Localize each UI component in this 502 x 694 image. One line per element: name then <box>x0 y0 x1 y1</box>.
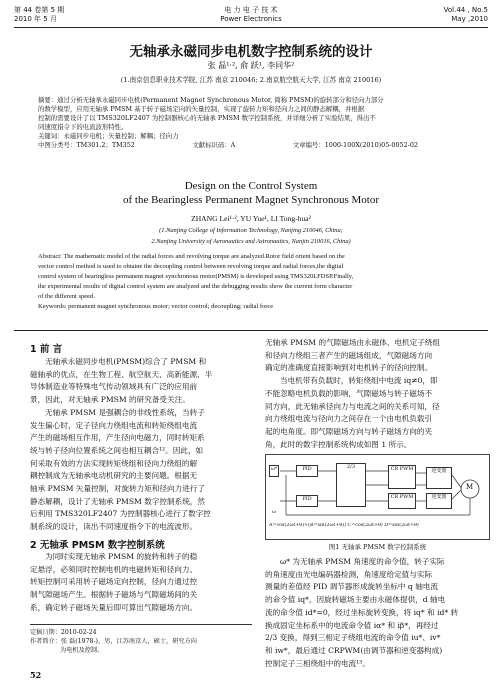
authors-cn: 张 磊¹·², 俞 跃¹, 李同华² <box>207 61 295 70</box>
section-2-title: 2 无轴承 PMSM 数字控制系统 <box>30 540 165 551</box>
pid-speed: PID <box>296 465 318 477</box>
class-info <box>38 141 418 150</box>
abstract-cn <box>38 96 468 150</box>
keywords-cn: 关键词：永磁同步电机；矢量控制；解耦；径向力 <box>38 132 179 140</box>
paragraph-line: 换成固定坐标系中的电流命令值 iα* 和 iβ*，再经过 <box>265 620 439 630</box>
paragraph-line: 控制定子三相绕组中的电流¹³。 <box>265 658 370 668</box>
section-1-body <box>30 356 252 534</box>
right-col-top <box>265 337 487 451</box>
paragraph-line: 无轴承 PMSM 的气隙磁场由永磁体、电机定子绕组 <box>265 338 440 347</box>
paragraph-line: 无轴承永磁同步电机(PMSM)综合了 PMSM 和 <box>45 357 207 366</box>
paragraph-line: 同方向，此无轴承径向力与电流之间的关系可知，径 <box>265 401 440 411</box>
paragraph-line: ω* 为无轴承 PMSM 角速度的命令值，转子实际 <box>280 557 445 566</box>
paragraph-line: 统与转子径向位置系统之间也相互耦合¹²。因此，如 <box>30 445 204 455</box>
journal-name-cn: 电 力 电 子 技 术 <box>224 6 278 14</box>
paragraph-line: 的命令值 iq*，因旋转磁场主要由永磁体提供，d 轴电 <box>265 595 446 605</box>
journal-title <box>0 6 502 24</box>
paragraph-line: 不能忽略电机负载的影响，气隙磁场与转子磁场不 <box>265 388 433 398</box>
paragraph-line: 当电机带有负载时，转矩绕组中电流 iq≠0，即 <box>280 376 438 386</box>
motor-label: M <box>466 483 474 491</box>
abstract-cn-line: 同速度指令下的电流波形特性。 <box>38 123 128 131</box>
paragraph-line: 产生的磁场相互作用，产生径向电磁力，同时转矩系 <box>30 433 205 443</box>
title-cn: 无轴承永磁同步电机数字控制系统的设计 <box>129 44 373 60</box>
header-rule <box>14 27 488 28</box>
abstract-rule <box>14 330 488 331</box>
control-system-figure <box>265 454 490 540</box>
doc-code: 文献标识码：A <box>192 141 236 149</box>
footnote <box>30 628 252 655</box>
omega-feedback: ω <box>272 509 277 515</box>
abstract-cn-line: 的数学模型，应用无轴承 PMSM 基于转子磁场定向的矢量控制，实现了旋转力矩和径向力之间的静态解耦，并根据 <box>38 105 365 113</box>
crpwm-block-1: CR PWM <box>388 465 416 489</box>
paragraph-line: 后利用 TMS320LF2407 为控制器核心进行了数字控 <box>30 509 211 519</box>
figure-formula: A=cos(2ωt+θ)+(B=sin(2ωt+θ)) C=cos(2ωt+θ) D=sin(2ωt+θ) <box>269 523 419 528</box>
received-date: 定稿日期：2010-02-24 <box>30 629 97 636</box>
paragraph-line: 测量的差值经 PID 调节器形成旋转坐标中 q 轴电流 <box>265 582 438 592</box>
abstract-en-line: Abstract: The mathematic model of the radial forces and revolving torque are analyzed.Rotor field orient based on the <box>38 253 345 260</box>
transform-block: 2/3 <box>336 463 366 507</box>
affiliation-en-1: (1.Nanjing College of Information Technology, Nanjing 210046, China; <box>159 227 343 234</box>
right-col-bottom <box>265 556 487 670</box>
paragraph-line: 导体制造业等特殊电气传动领域具有广泛的应用前 <box>30 382 198 392</box>
paragraph-line: 起的电角度。即气隙磁场方向与转子磁场方向的夹 <box>265 426 433 436</box>
section-2-body <box>30 551 252 615</box>
paragraph-line: 轴承 PMSM 矢量控制，对旋转力矩和径向力进行了 <box>30 484 205 494</box>
paragraph-line: 为同时实现无轴承 PMSM 的旋转和转子的稳 <box>45 552 198 561</box>
abstract-en-line: control system of bearingless permanent magnet synchronous motor(PMSM) is developed using TMS320LFDSP.Finally, <box>38 273 354 280</box>
paragraph-line: 的角速度由光电编码器检测，角速度给定值与实际 <box>265 569 433 579</box>
footnote-rule <box>30 624 252 625</box>
authors-en: ZHANG Lei¹·², YU Yue¹, LI Tong-hua² <box>191 214 311 223</box>
page-number: 52 <box>30 670 42 680</box>
paragraph-line: 无轴承 PMSM 是强耦合的非线性系统，当转子 <box>45 407 205 417</box>
journal-vol-en <box>444 6 488 24</box>
paragraph-line: 定悬浮，必须同时控制电机的电磁转矩和径向力。 <box>30 564 198 574</box>
paragraph-line: 角，此时的数字控制系统构成如图 1 所示。 <box>265 439 412 449</box>
title-en-line2: of the Bearingless Permanent Magnet Synchronous Motor <box>122 194 379 206</box>
paragraph-line: 制系统的设计，读出不同速度指令下的电流波形。 <box>30 522 198 532</box>
inverter-2: 逆变器 <box>426 493 452 509</box>
author-bio-cont: 为电机及控制。 <box>60 647 104 654</box>
crpwm-block-2: CR PWM <box>388 493 416 509</box>
paragraph-line: 流的命令值 id*=0，经过坐标旋转变换，将 iq* 和 id* 转 <box>265 607 459 617</box>
pid-radial: PID <box>296 495 318 507</box>
keywords-en: Keywords: permanent magnet synchronous motor; vector control; decoupling; radial force <box>38 303 274 310</box>
clc-number: 中图分类号：TM301.2；TM352 <box>38 141 135 149</box>
title-en-line1: Design on the Control System <box>184 180 318 192</box>
paragraph-line: 景，因此，对无轴承 PMSM 的研究备受关注。 <box>30 395 190 405</box>
affiliation-en-2: 2.Nanjing University of Aeronautics and Astronautics, Nanjin 210016, China) <box>151 238 351 245</box>
paragraph-line: 和 iw*，最后通过 CRPWM(由调节器和逆变器构成) <box>265 645 443 655</box>
paragraph-line: 系，确定转子磁场矢量后即可算出气隙磁场方向。 <box>30 602 198 612</box>
paragraph-line: 2/3 变换，得到三相定子绕组电流的命令值 iu*、iv* <box>265 633 441 643</box>
paragraph-line: 和径向力绕组三者产生的磁场组成，气隙磁场方向 <box>265 350 433 360</box>
paragraph-line: 磁轴承的优点，在生物工程、航空航天、高新能源、半 <box>30 369 213 379</box>
month-year: May ,2010 <box>451 15 488 23</box>
section-1-title: 1 前 言 <box>30 344 63 355</box>
paragraph-line: 确定的准确度直接影响到对电机转子的径向控制。 <box>265 363 433 373</box>
paragraph-line: 发生偏心时，定子径向力绕组电流和转矩绕组电流 <box>30 420 198 430</box>
paragraph-line: 转矩控制可采用转子磁场定向控制，径向力通过控 <box>30 577 198 587</box>
abstract-en-line: the experimental results of digital control system are analyzed and the debugging results show the current form character <box>38 283 353 290</box>
issue-date: 2010 年 5 月 <box>14 15 57 23</box>
paragraph-line: 何采取有效的方法实现转矩绕组和径向力绕组的解 <box>30 458 198 468</box>
abstract-cn-line: 控制的需要设计了以 TMS320LF2407 为控制器核心的无轴承 PMSM 数字控制系统，并详细分析了实验结果，得出不 <box>38 114 376 122</box>
paragraph-line: 制气隙磁场产生。根据转子磁场与气隙磁场间的关 <box>30 590 198 600</box>
omega-ref: ω* <box>269 465 279 477</box>
abstract-cn-line: 摘要：通过分析无轴承永磁同步电机(Permanent Magnet Synchronous Motor, 简称 PMSM)的旋转部分和径向力部分 <box>38 96 384 104</box>
abstract-en-line: of the different speed. <box>38 293 95 300</box>
author-bio: 作者简介：张 磊(1978-)，男，江苏南京人，硕士，研究方向 <box>30 638 197 645</box>
abstract-en <box>38 252 470 312</box>
journal-name-en: Power Electronics <box>220 15 282 23</box>
abstract-en-line: vector control method is used to obtaine the decoupling control between revolving torque and radial forces,the digital <box>38 263 344 270</box>
affiliation-cn: (1.南京信息职业技术学院, 江苏 南京 210046; 2.南京航空航天大学, 江苏 南京 210016) <box>120 76 382 84</box>
paragraph-line: 静态解耦，设计了无轴承 PMSM 数字控制系统，然 <box>30 496 205 506</box>
volume-issue: 第 44 卷第 5 期 <box>14 6 65 14</box>
figure-caption: 图1 无轴承 PMSM 数字控制系统 <box>328 543 427 551</box>
inverter-1: 逆变器 <box>426 467 452 489</box>
paragraph-line: 向力绕组电流与径向力之间存在一个由电机负载引 <box>265 414 433 424</box>
article-number: 文章编号：1000-100X(2010)05-0052-02 <box>292 141 418 149</box>
paragraph-line: 耦控制成为无轴承电动机研究的主要问题。根据无 <box>30 471 198 481</box>
vol-no: Vol.44 , No.5 <box>443 6 488 14</box>
